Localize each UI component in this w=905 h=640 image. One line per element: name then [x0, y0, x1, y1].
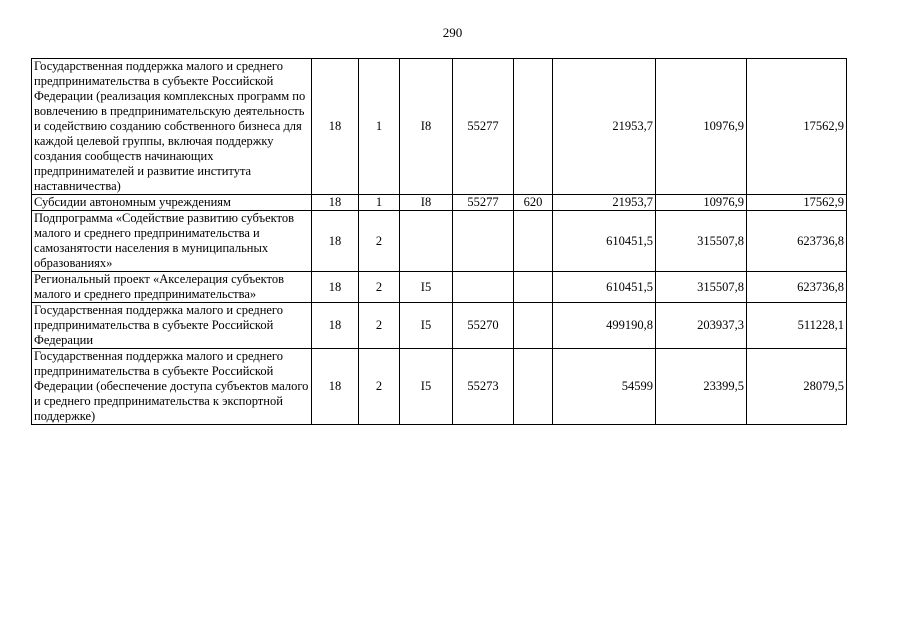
program-code: 2 [359, 211, 400, 272]
row-name: Субсидии автономным учреждениям [32, 195, 312, 211]
table-row [32, 303, 847, 349]
table-row [32, 195, 847, 211]
subprogram-code: I5 [400, 349, 453, 425]
value-2: 315507,8 [656, 272, 747, 303]
table-row [32, 59, 847, 195]
target-code: 55277 [453, 59, 514, 195]
value-3: 623736,8 [747, 272, 847, 303]
expense-type [514, 59, 553, 195]
value-1: 21953,7 [553, 59, 656, 195]
expense-type: 620 [514, 195, 553, 211]
table-row [32, 272, 847, 303]
value-3: 17562,9 [747, 195, 847, 211]
expense-type [514, 303, 553, 349]
program-code: 2 [359, 272, 400, 303]
value-3: 511228,1 [747, 303, 847, 349]
value-1: 54599 [553, 349, 656, 425]
program-code: 1 [359, 195, 400, 211]
value-3: 623736,8 [747, 211, 847, 272]
value-1: 21953,7 [553, 195, 656, 211]
value-2: 10976,9 [656, 59, 747, 195]
subprogram-code: I8 [400, 195, 453, 211]
row-name: Государственная поддержка малого и среднего предпринимательства в субъекте Российской Федерации (обеспечение доступа субъектов малого и среднего предпринимательства к экспортной поддержке) [32, 349, 312, 425]
table-row [32, 349, 847, 425]
value-2: 10976,9 [656, 195, 747, 211]
value-1: 499190,8 [553, 303, 656, 349]
subprogram-code [400, 211, 453, 272]
value-2: 203937,3 [656, 303, 747, 349]
value-1: 610451,5 [553, 272, 656, 303]
ministry-code: 18 [312, 195, 359, 211]
ministry-code: 18 [312, 303, 359, 349]
target-code [453, 272, 514, 303]
value-2: 23399,5 [656, 349, 747, 425]
target-code: 55270 [453, 303, 514, 349]
value-3: 28079,5 [747, 349, 847, 425]
ministry-code: 18 [312, 349, 359, 425]
program-code: 1 [359, 59, 400, 195]
program-code: 2 [359, 349, 400, 425]
row-name: Подпрограмма «Содействие развитию субъектов малого и среднего предпринимательства и самозанятости населения в муниципальных образованиях» [32, 211, 312, 272]
target-code: 55277 [453, 195, 514, 211]
budget-table [31, 58, 847, 425]
row-name: Региональный проект «Акселерация субъектов малого и среднего предпринимательства» [32, 272, 312, 303]
expense-type [514, 211, 553, 272]
value-3: 17562,9 [747, 59, 847, 195]
ministry-code: 18 [312, 59, 359, 195]
expense-type [514, 272, 553, 303]
table-row [32, 211, 847, 272]
value-1: 610451,5 [553, 211, 656, 272]
row-name: Государственная поддержка малого и среднего предпринимательства в субъекте Российской Федерации [32, 303, 312, 349]
program-code: 2 [359, 303, 400, 349]
value-2: 315507,8 [656, 211, 747, 272]
target-code [453, 211, 514, 272]
ministry-code: 18 [312, 211, 359, 272]
ministry-code: 18 [312, 272, 359, 303]
subprogram-code: I5 [400, 272, 453, 303]
subprogram-code: I5 [400, 303, 453, 349]
row-name: Государственная поддержка малого и среднего предпринимательства в субъекте Российской Федерации (реализация комплексных программ по вовлечению в предпринимательскую деятельность и содействию созданию собственного бизнеса для каждой целевой группы, включая поддержку создания сообществ начинающих предпринимателей и развитие института наставничества) [32, 59, 312, 195]
subprogram-code: I8 [400, 59, 453, 195]
expense-type [514, 349, 553, 425]
page-number: 290 [442, 25, 463, 40]
target-code: 55273 [453, 349, 514, 425]
